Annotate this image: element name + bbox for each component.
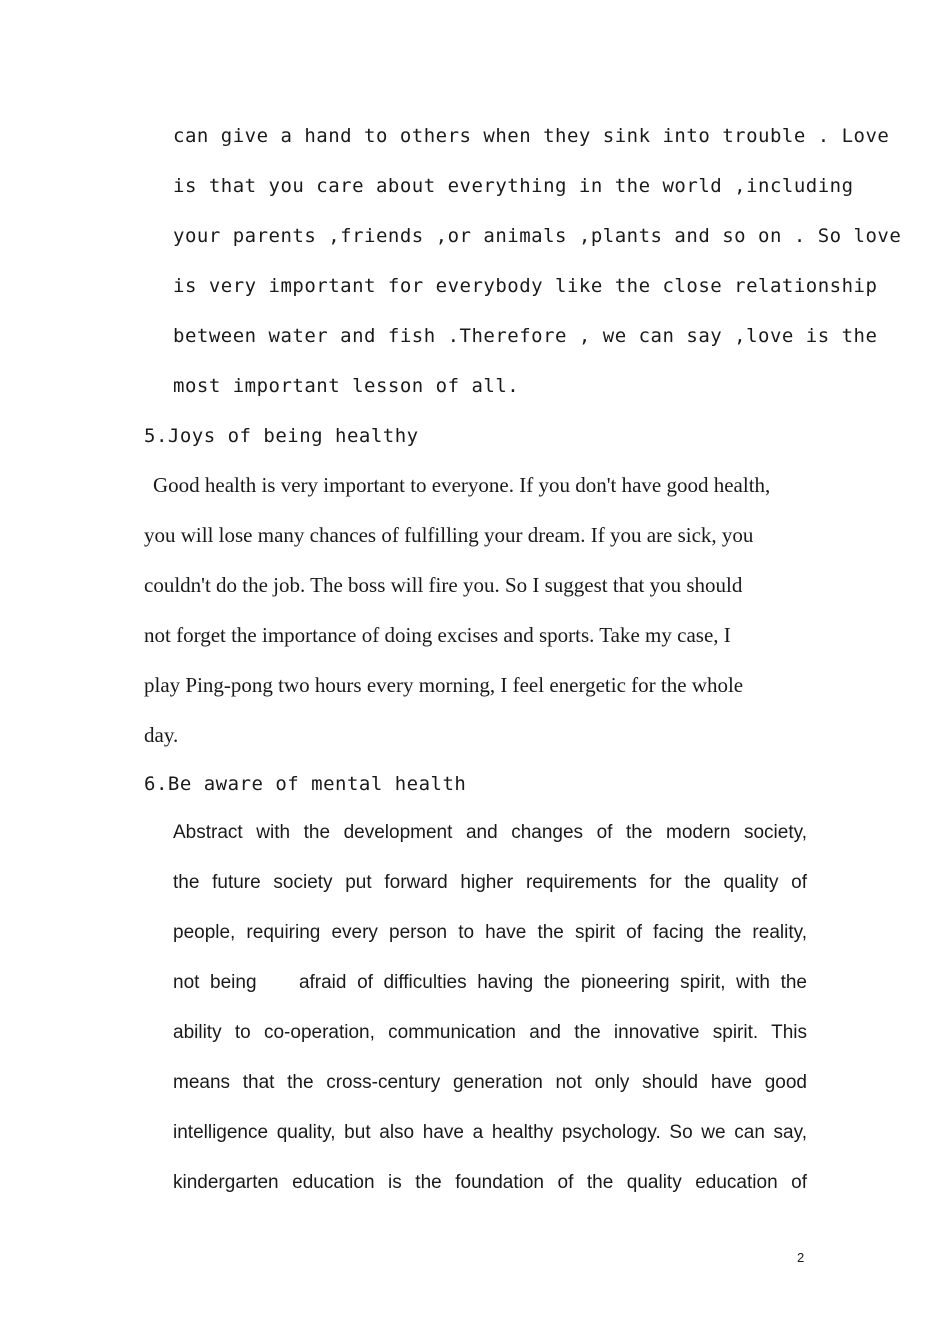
paragraph-line: kindergarten education is the foundation of the quality education of <box>173 1172 807 1193</box>
paragraph-line: ability to co-operation, communication and the innovative spirit. This <box>173 1022 807 1043</box>
paragraph-line: day. <box>144 723 179 747</box>
paragraph-line: you will lose many chances of fulfilling your dream. If you are sick, you <box>144 523 754 547</box>
section-heading-be-aware-of-mental-health: 6.Be aware of mental health <box>144 773 467 795</box>
paragraph-line: couldn't do the job. The boss will fire you. So I suggest that you should <box>144 573 743 597</box>
paragraph-line: Good health is very important to everyone. If you don't have good health, <box>153 473 771 497</box>
paragraph-line: play Ping-pong two hours every morning, I feel energetic for the whole <box>144 673 744 697</box>
paragraph-line: not forget the importance of doing excises and sports. Take my case, I <box>144 623 731 647</box>
paragraph-line: is very important for everybody like the close relationship <box>173 275 878 297</box>
paragraph-line: Abstract with the development and changes of the modern society, <box>173 822 807 843</box>
paragraph-line: intelligence quality, but also have a healthy psychology. So we can say, <box>173 1122 807 1143</box>
page-number: 2 <box>797 1250 805 1265</box>
paragraph-line: most important lesson of all. <box>173 375 520 397</box>
paragraph-line: people, requiring every person to have the spirit of facing the reality, <box>173 922 807 943</box>
paragraph-line: not being afraid of difficulties having the pioneering spirit, with the <box>173 972 807 993</box>
paragraph-line: between water and fish .Therefore , we can say ,love is the <box>173 325 878 347</box>
paragraph-line: the future society put forward higher requirements for the quality of <box>173 872 807 893</box>
section-heading-joys-of-being-healthy: 5.Joys of being healthy <box>144 425 419 447</box>
paragraph-line: means that the cross-century generation not only should have good <box>173 1072 807 1093</box>
paragraph-line: your parents ,friends ,or animals ,plants and so on . So love <box>173 225 902 247</box>
paragraph-line: can give a hand to others when they sink into trouble . Love <box>173 125 890 147</box>
paragraph-line: is that you care about everything in the world ,including <box>173 175 854 197</box>
